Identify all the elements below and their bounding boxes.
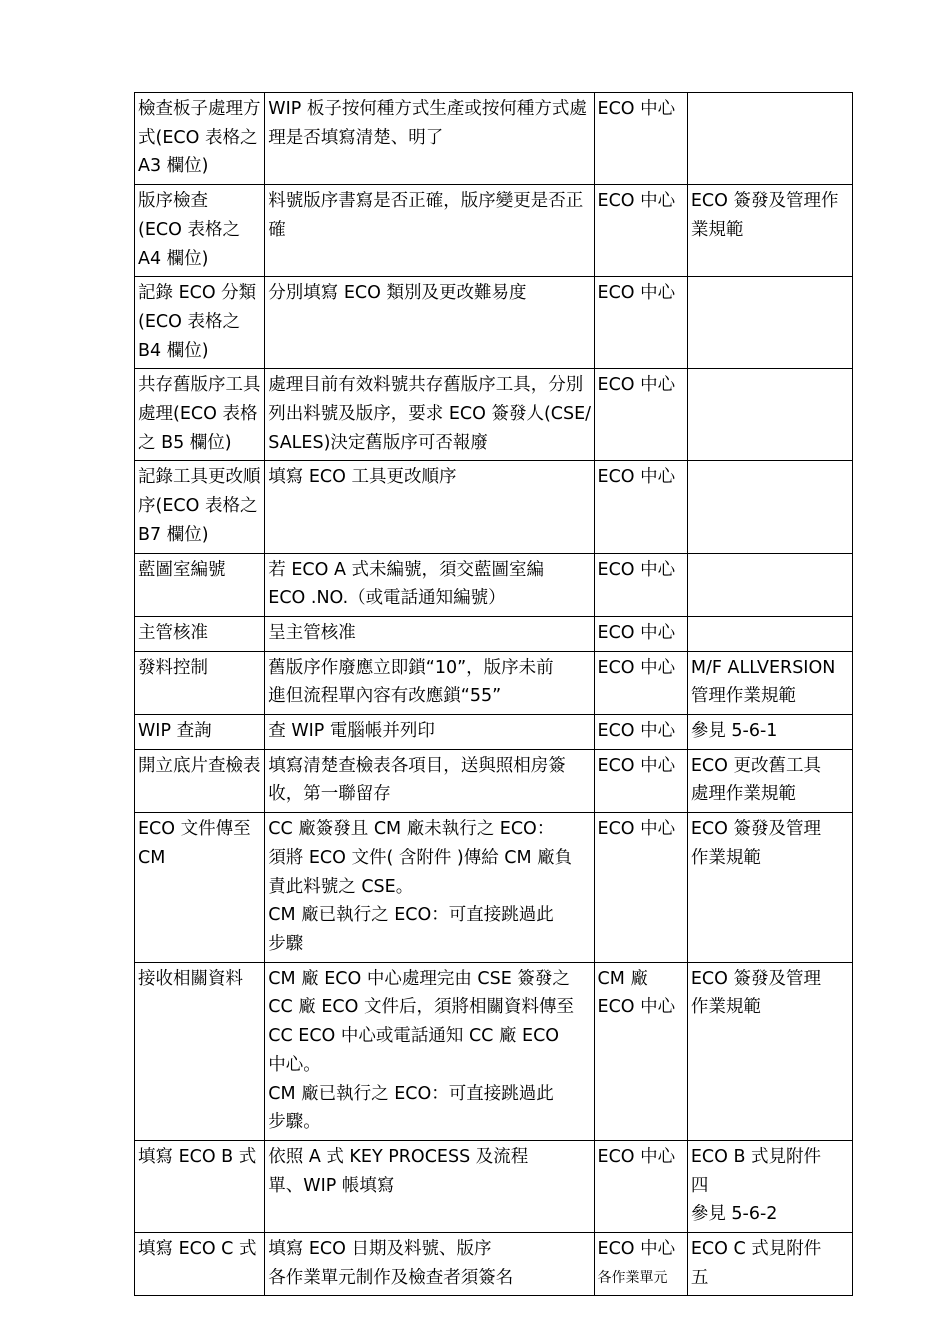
table-row: [135, 1140, 853, 1232]
cell-text: CM 廠 ECO 中心處理完由 CSE 簽發之: [268, 968, 570, 989]
unit-cell: [594, 369, 687, 461]
step-cell: [135, 1140, 265, 1232]
cell-text: CM: [138, 847, 166, 868]
step-cell: [135, 93, 265, 185]
step-cell: [135, 962, 265, 1140]
table-row: [135, 651, 853, 714]
cell-text: 填寫 ECO 日期及料號、版序: [268, 1239, 492, 1260]
table-row: [135, 277, 853, 369]
cell-text: ECO 中心: [597, 191, 676, 212]
cell-text: 查 WIP 電腦帳并列印: [268, 721, 435, 742]
description-cell: [265, 962, 594, 1140]
table-row: [135, 616, 853, 651]
cell-text: 填寫 ECO 工具更改順序: [268, 467, 457, 488]
reference-cell: [687, 93, 852, 185]
cell-text: 各作業單元制作及檢查者須簽名: [268, 1267, 514, 1288]
step-cell: [135, 813, 265, 963]
table-row: [135, 553, 853, 616]
cell-text: B4 欄位): [138, 340, 209, 361]
cell-text: ECO 簽發及管理: [690, 819, 821, 840]
step-cell: [135, 185, 265, 277]
cell-text: 呈主管核准: [268, 622, 356, 643]
cell-text: ECO 中心: [597, 755, 676, 776]
description-cell: [265, 749, 594, 812]
cell-text: A4 欄位): [138, 248, 209, 269]
cell-text: 參見 5-6-2: [690, 1204, 778, 1225]
cell-text: 記錄 ECO 分類: [138, 283, 257, 304]
unit-cell: [594, 553, 687, 616]
cell-text: ECO .NO.（或電話通知編號）: [268, 588, 506, 609]
cell-text: ECO 中心: [597, 997, 676, 1018]
step-cell: [135, 1233, 265, 1296]
cell-text: ECO 中心: [597, 375, 676, 396]
cell-text: ECO 中心: [597, 99, 676, 119]
cell-text: CC ECO 中心或電話通知 CC 廠 ECO: [268, 1026, 560, 1047]
cell-text: 責此料號之 CSE。: [268, 876, 414, 897]
table-row: [135, 813, 853, 963]
unit-cell: [594, 749, 687, 812]
reference-cell: [687, 749, 852, 812]
cell-text: ECO B 式見附件: [690, 1146, 822, 1167]
description-cell: [265, 715, 594, 750]
reference-cell: [687, 616, 852, 651]
unit-cell: [594, 185, 687, 277]
cell-text: 檢查板子處理方式(ECO 表格之 A3 欄位): [138, 99, 261, 177]
cell-text: ECO 中心: [597, 467, 676, 488]
cell-text: ECO 中心: [597, 657, 676, 678]
step-cell: [135, 277, 265, 369]
cell-text: CM 廠已執行之 ECO：可直接跳過此: [268, 905, 554, 926]
cell-text: ECO C 式見附件: [690, 1239, 822, 1260]
cell-text: 處理目前有效料號共存舊版序工具，分別列出料號及版序，要求 ECO 簽發人(CSE/SALES)決定舊版序可否報廢: [268, 375, 592, 453]
cell-text: WIP 查詢: [138, 721, 212, 742]
cell-text: (ECO 表格之: [138, 311, 240, 332]
reference-cell: [687, 369, 852, 461]
unit-cell: [594, 1140, 687, 1232]
cell-text: CM 廠已執行之 ECO：可直接跳過此: [268, 1083, 554, 1104]
unit-cell: [594, 616, 687, 651]
cell-text: 各作業單元: [597, 1269, 668, 1286]
cell-text: ECO 更改舊工具: [690, 755, 821, 776]
description-cell: [265, 1140, 594, 1232]
unit-cell: [594, 93, 687, 185]
cell-text: 發料控制: [138, 657, 208, 678]
description-cell: [265, 93, 594, 185]
cell-text: ECO 文件傳至: [138, 819, 251, 840]
cell-text: 分別填寫 ECO 類別及更改難易度: [268, 283, 527, 304]
reference-cell: [687, 185, 852, 277]
cell-text: WIP 板子按何種方式生產或按何種方式處理是否填寫清楚、明了: [268, 99, 587, 148]
table-row: [135, 461, 853, 553]
cell-text: 主管核准: [138, 622, 208, 643]
table-row: [135, 185, 853, 277]
cell-text: 五: [690, 1267, 709, 1288]
cell-text: 共存舊版序工具處理(ECO 表格之 B5 欄位): [138, 375, 261, 453]
step-cell: [135, 461, 265, 553]
reference-cell: [687, 813, 852, 963]
description-cell: [265, 369, 594, 461]
cell-text: 接收相關資料: [138, 968, 243, 989]
description-cell: [265, 1233, 594, 1296]
unit-cell: [594, 461, 687, 553]
cell-text: 填寫 ECO C 式: [138, 1239, 257, 1260]
cell-text: 舊版序作廢應立即鎖“10”，版序未前: [268, 657, 554, 678]
cell-text: 中心。: [268, 1054, 321, 1075]
cell-text: 須將 ECO 文件( 含附件 )傳給 CM 廠負: [268, 847, 573, 868]
cell-text: 作業規範: [690, 847, 761, 868]
cell-text: 處理作業規範: [690, 784, 796, 805]
cell-text: 作業規範: [690, 997, 761, 1018]
cell-text: 若 ECO A 式未編號，須交藍圖室編: [268, 559, 544, 580]
cell-text: ECO 中心: [597, 1239, 676, 1260]
procedure-table-body: [135, 93, 853, 1296]
step-cell: [135, 749, 265, 812]
cell-text: ECO 中心: [597, 1146, 676, 1167]
cell-text: ECO 簽發及管理: [690, 968, 821, 989]
step-cell: [135, 651, 265, 714]
description-cell: [265, 813, 594, 963]
cell-text: 四: [690, 1175, 709, 1196]
reference-cell: [687, 553, 852, 616]
reference-cell: [687, 651, 852, 714]
cell-text: 開立底片查檢表: [138, 755, 261, 776]
table-row: [135, 1233, 853, 1296]
procedure-table: [134, 92, 853, 1296]
description-cell: [265, 277, 594, 369]
table-row: [135, 93, 853, 185]
unit-cell: [594, 962, 687, 1140]
cell-text: 記錄工具更改順序(ECO 表格之 B7 欄位): [138, 467, 261, 545]
cell-text: CC 廠簽發且 CM 廠未執行之 ECO：: [268, 819, 555, 840]
cell-text: 藍圖室編號: [138, 559, 226, 580]
cell-text: 填寫 ECO B 式: [138, 1146, 257, 1167]
unit-cell: [594, 715, 687, 750]
cell-text: (ECO 表格之: [138, 219, 240, 240]
step-cell: [135, 369, 265, 461]
cell-text: 步驟: [268, 933, 304, 954]
cell-text: 填寫清楚查檢表各項目，送與照相房簽收，第一聯留存: [268, 755, 566, 805]
cell-text: ECO 簽發及管理作業規範: [690, 191, 839, 240]
cell-text: 依照 A 式 KEY PROCESS 及流程: [268, 1146, 529, 1167]
description-cell: [265, 461, 594, 553]
table-row: [135, 369, 853, 461]
unit-cell: [594, 277, 687, 369]
description-cell: [265, 616, 594, 651]
table-row: [135, 962, 853, 1140]
table-row: [135, 749, 853, 812]
description-cell: [265, 553, 594, 616]
reference-cell: [687, 715, 852, 750]
cell-text: 參見 5-6-1: [690, 721, 778, 742]
table-row: [135, 715, 853, 750]
cell-text: CM 廠: [597, 968, 648, 989]
step-cell: [135, 715, 265, 750]
cell-text: 步驟。: [268, 1112, 321, 1133]
cell-text: 版序檢查: [138, 191, 208, 212]
description-cell: [265, 185, 594, 277]
cell-text: 單、WIP 帳填寫: [268, 1175, 395, 1196]
cell-text: ECO 中心: [597, 819, 676, 840]
unit-cell: [594, 1233, 687, 1296]
unit-cell: [594, 813, 687, 963]
reference-cell: [687, 461, 852, 553]
cell-text: 管理作業規範: [690, 686, 796, 707]
reference-cell: [687, 1233, 852, 1296]
description-cell: [265, 651, 594, 714]
reference-cell: [687, 1140, 852, 1232]
step-cell: [135, 553, 265, 616]
reference-cell: [687, 962, 852, 1140]
cell-text: ECO 中心: [597, 559, 676, 580]
cell-text: 料號版序書寫是否正確，版序變更是否正確: [268, 191, 584, 240]
cell-text: M/F ALLVERSION: [690, 657, 836, 678]
unit-cell: [594, 651, 687, 714]
cell-text: 進但流程單內容有改應鎖“55”: [268, 686, 502, 707]
reference-cell: [687, 277, 852, 369]
cell-text: CC 廠 ECO 文件后，須將相關資料傳至: [268, 997, 574, 1018]
cell-text: ECO 中心: [597, 721, 676, 742]
cell-text: ECO 中心: [597, 283, 676, 304]
step-cell: [135, 616, 265, 651]
cell-text: ECO 中心: [597, 622, 676, 643]
